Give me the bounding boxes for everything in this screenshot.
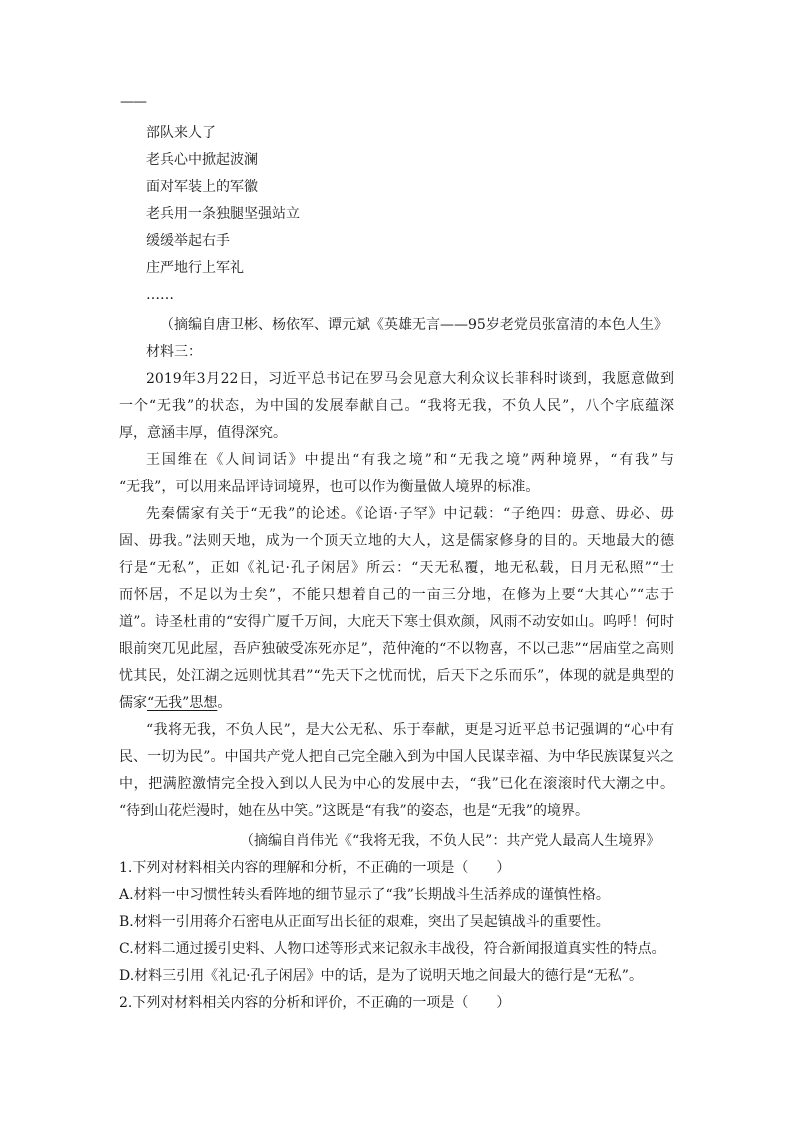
- paragraph-line: 行是“无私”，正如《礼记·孔子闲居》所云：“天无私覆，地无私载，日月无私照”“士: [119, 560, 674, 576]
- underlined-phrase: “无我”思想: [147, 695, 218, 711]
- top-dash: ——: [120, 94, 146, 110]
- paragraph-4: [119, 717, 674, 825]
- paragraph-line: 固、毋我。”法则天地，成为一个顶天立地的大人，这是儒家修身的目的。天地最大的德: [119, 533, 674, 549]
- poem-line: ……: [146, 287, 174, 303]
- poem-line: 部队来人了: [146, 125, 216, 141]
- poem-line: 面对军装上的军徽: [146, 179, 258, 195]
- paragraph-3: [119, 501, 674, 717]
- paragraph-line: “待到山花烂漫时，她在丛中笑。”这既是“有我”的姿态，也是“无我”的境界。: [119, 803, 589, 819]
- poem-line: 庄严地行上军礼: [146, 260, 244, 276]
- answer-option: B.材料一引用蒋介石密电从正面写出长征的艰难，突出了吴起镇战斗的重要性。: [119, 914, 610, 930]
- paragraph-line: 先秦儒家有关于“无我”的论述。《论语·子罕》中记载：“子绝四：毋意、毋必、毋: [146, 506, 674, 522]
- question-stem: 2.下列对材料相关内容的分析和评价，不正确的一项是（ ）: [119, 995, 511, 1011]
- paragraph-line: “无我”，可以用来品评诗词境界，也可以作为衡量做人境界的标准。: [119, 479, 540, 495]
- paragraph-line: 而怀居，不足以为士矣”，不能只想着自己的一亩三分地，在修为上要“大其心”“志于: [119, 587, 674, 603]
- paragraph-line: 一个“无我”的状态，为中国的发展奉献自己。“我将无我，不负人民”，八个字底蕴深: [119, 398, 674, 414]
- paragraph-line: 道”。诗圣杜甫的“安得广厦千万间，大庇天下寒士俱欢颜，风雨不动安如山。呜呼！何时: [119, 614, 674, 630]
- paragraph-line: “我将无我，不负人民”，是大公无私、乐于奉献，更是习近平总书记强调的“心中有: [146, 722, 674, 738]
- poem-line: 老兵心中掀起波澜: [146, 152, 258, 168]
- answer-option: A.材料一中习惯性转头看阵地的细节显示了“我”长期战斗生活养成的谨慎性格。: [119, 887, 610, 903]
- paragraph-1: [119, 366, 674, 447]
- paragraph-line: 眼前突兀见此屋，吾庐独破受冻死亦足”，范仲淹的“不以物喜，不以己悲”“居庙堂之高则: [119, 641, 674, 657]
- paragraph-2: [119, 447, 674, 501]
- source-citation-1: （摘编自唐卫彬、杨依军、谭元斌《英雄无言——95岁老党员张富清的本色人生》: [160, 317, 668, 333]
- paragraph-line: 厚，意涵丰厚，值得深究。: [119, 425, 287, 441]
- answer-option: D.材料三引用《礼记·孔子闲居》中的话，是为了说明天地之间最大的德行是“无私”。: [119, 968, 643, 984]
- material3-heading: 材料三：: [146, 344, 202, 360]
- paragraph-line: 民、一切为民”。中国共产党人把自己完全融入到为中国人民谋幸福、为中华民族谋复兴之: [119, 749, 674, 765]
- paragraph-line: 王国维在《人间词话》中提出“有我之境”和“无我之境”两种境界，“有我”与: [146, 452, 674, 468]
- paragraph-line: 2019年3月22日，习近平总书记在罗马会见意大利众议长菲科时谈到，我愿意做到: [146, 371, 674, 387]
- poem-line: 缓缓举起右手: [146, 233, 230, 249]
- text-suffix: 。: [217, 695, 232, 711]
- source-citation-2: （摘编自肖伟光《“我将无我，不负人民”：共产党人最高人生境界》: [240, 833, 661, 849]
- paragraph-line: 忧其民，处江湖之远则忧其君”“先天下之忧而忧，后天下之乐而乐”，体现的就是典型的: [119, 668, 674, 684]
- answer-option: C.材料二通过援引史料、人物口述等形式来记叙永丰战役，符合新闻报道真实性的特点。: [119, 941, 666, 957]
- paragraph-line: [119, 690, 674, 717]
- poem-excerpt: [146, 120, 300, 309]
- text-prefix: 儒家: [119, 695, 147, 711]
- question-list: [119, 855, 666, 1017]
- paragraph-line: 中，把满腔激情完全投入到以人民为中心的发展中去，“我”已化在滚滚时代大潮之中。: [119, 776, 674, 792]
- question-stem: 1.下列对材料相关内容的理解和分析，不正确的一项是（ ）: [119, 860, 511, 876]
- poem-line: 老兵用一条独腿坚强站立: [146, 206, 300, 222]
